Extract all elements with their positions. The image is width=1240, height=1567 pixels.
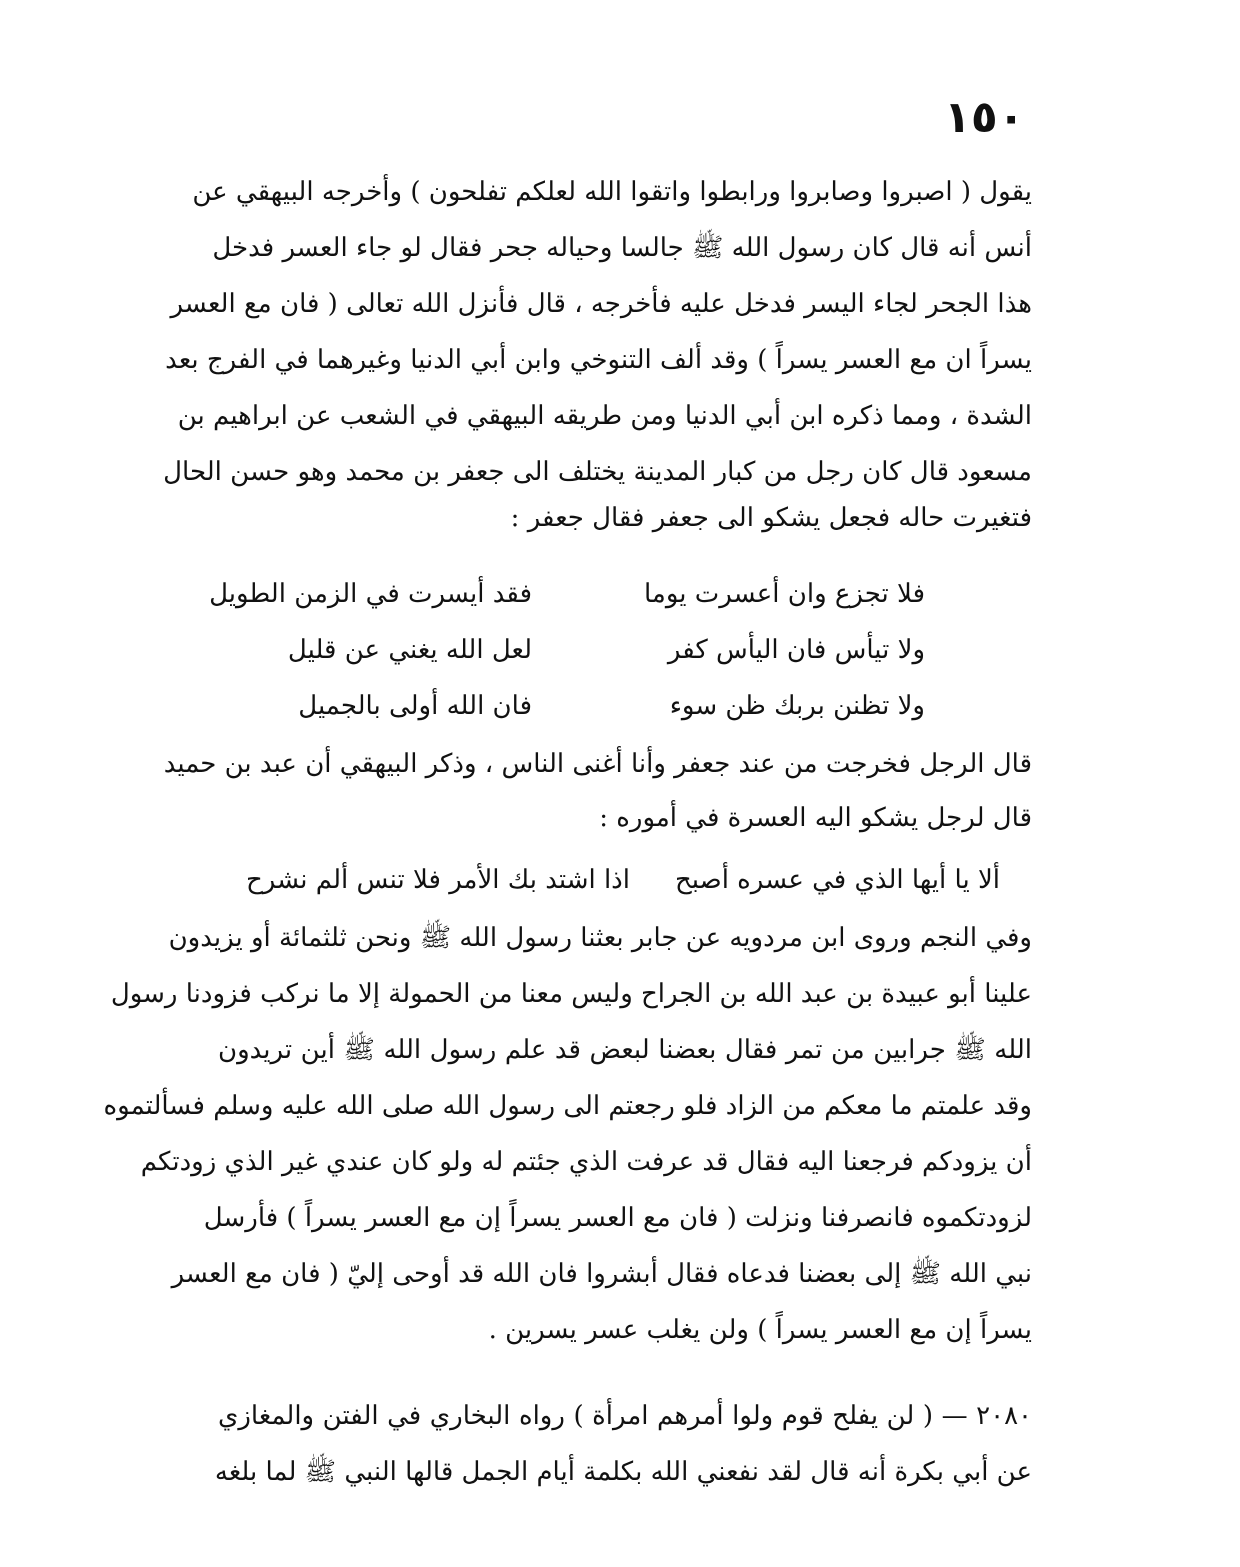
text-line: وفي النجم وروى ابن مردويه عن جابر بعثنا رسول الله ﷺ ونحن ثلثمائة أو يزيدون xyxy=(168,923,1032,953)
text-line: نبي الله ﷺ إلى بعضنا فدعاه فقال أبشروا فان الله قد أوحى إليّ ( فان مع العسر xyxy=(171,1259,1032,1289)
text-line: يسراً ان مع العسر يسراً ) وقد ألف التنوخي وابن أبي الدنيا وغيرهما في الفرج بعد xyxy=(165,345,1032,375)
text-line: أنس أنه قال كان رسول الله ﷺ جالسا وحياله جحر فقال لو جاء العسر فدخل xyxy=(212,233,1032,263)
text-line: عن أبي بكرة أنه قال لقد نفعني الله بكلمة أيام الجمل قالها النبي ﷺ لما بلغه xyxy=(214,1457,1032,1487)
text-line: فتغيرت حاله فجعل يشكو الى جعفر فقال جعفر : xyxy=(510,503,1032,533)
text-line: وقد علمتم ما معكم من الزاد فلو رجعتم الى رسول الله صلى الله عليه وسلم فسألتموه xyxy=(103,1091,1032,1121)
text-line: الشدة ، ومما ذكره ابن أبي الدنيا ومن طريقه البيهقي في الشعب عن ابراهيم بن xyxy=(177,401,1032,431)
text-line: يسراً إن مع العسر يسراً ) ولن يغلب عسر يسرين . xyxy=(488,1315,1032,1345)
paragraph-2 xyxy=(163,744,1032,838)
page-number: ١٥٠ xyxy=(944,92,1025,143)
verse-1-second-hemistich: فقد أيسرت في الزمن الطويل xyxy=(209,579,532,609)
verse-2-first-hemistich: ولا تيأس فان اليأس كفر xyxy=(667,635,925,665)
text-line: قال لرجل يشكو اليه العسرة في أموره : xyxy=(599,803,1032,833)
text-line: الله ﷺ جرابين من تمر فقال بعضنا لبعض قد علم رسول الله ﷺ أين تريدون xyxy=(218,1035,1032,1065)
text-line: علينا أبو عبيدة بن عبد الله بن الجراح وليس معنا من الحمولة إلا ما نركب فزودنا رسول xyxy=(110,979,1032,1009)
verse-1-first-hemistich: فلا تجزع وان أعسرت يوما xyxy=(643,579,925,609)
verse-3-first-hemistich: ولا تظنن بربك ظن سوء xyxy=(669,691,925,721)
verse-3-second-hemistich: فان الله أولى بالجميل xyxy=(298,691,532,721)
text-line: يقول ( اصبروا وصابروا ورابطوا واتقوا الله لعلكم تفلحون ) وأخرجه البيهقي عن xyxy=(192,177,1032,207)
text-line: ٢٠٨٠ — ( لن يفلح قوم ولوا أمرهم امرأة ) رواه البخاري في الفتن والمغازي xyxy=(218,1401,1032,1431)
verse-4-second-hemistich: اذا اشتد بك الأمر فلا تنس ألم نشرح xyxy=(245,865,630,895)
text-line: أن يزودكم فرجعنا اليه فقال قد عرفت الذي جئتم له ولو كان عندي غير الذي زودتكم xyxy=(140,1147,1032,1177)
text-line: قال الرجل فخرجت من عند جعفر وأنا أغنى الناس ، وذكر البيهقي أن عبد بن حميد xyxy=(163,749,1032,779)
text-line: مسعود قال كان رجل من كبار المدينة يختلف الى جعفر بن محمد وهو حسن الحال xyxy=(163,457,1032,487)
text-line: لزودتكموه فانصرفنا ونزلت ( فان مع العسر يسراً إن مع العسر يسراً ) فأرسل xyxy=(203,1203,1032,1233)
verse-4-first-hemistich: ألا يا أيها الذي في عسره أصبح xyxy=(674,865,1000,895)
verse-2-second-hemistich: لعل الله يغني عن قليل xyxy=(287,635,532,665)
text-line: هذا الجحر لجاء اليسر فدخل عليه فأخرجه ، قال فأنزل الله تعالى ( فان مع العسر xyxy=(170,289,1032,319)
paragraph-1 xyxy=(163,172,1032,538)
paragraph-3 xyxy=(103,918,1032,1350)
paragraph-4 xyxy=(214,1396,1032,1492)
